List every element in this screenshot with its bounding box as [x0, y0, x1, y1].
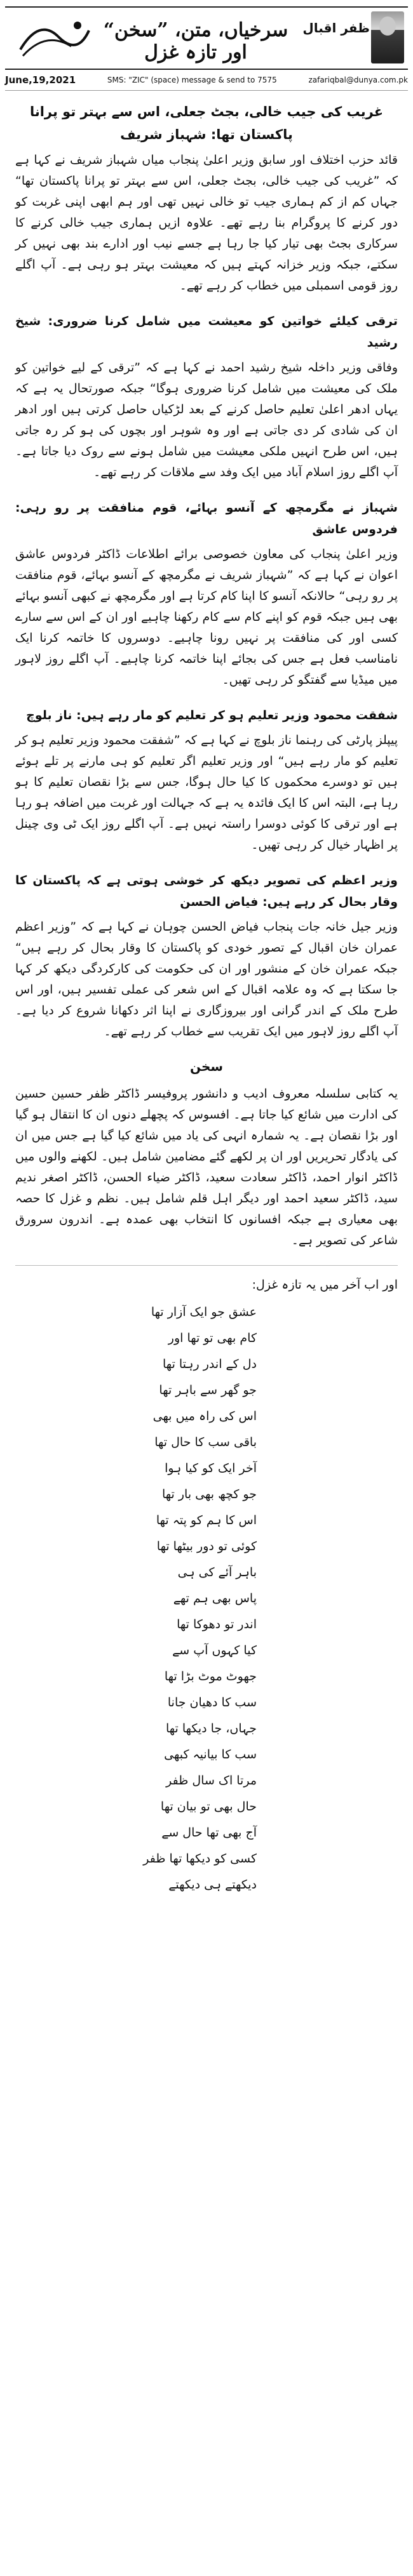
column-title: سرخیاں، متن، ”سخن“ اور تازہ غزل: [103, 19, 288, 63]
publish-date: June,19,2021: [5, 74, 76, 86]
news-item: [15, 705, 398, 856]
item-paragraph: وزیر اعلیٰ پنجاب کی معاون خصوصی برائے اطلاعات ڈاکٹر فردوس عاشق اعوان نے کہا ہے کہ ”شہباز شریف نے مگرمچھ کے آنسو بہائے، قوم منافقت پر رو رہی“ حالانکہ آنسو کا اپنا کام کرتا ہے اور مگرمچھ نے کبھی آنسو بہائے بھی ہیں جبکہ قوم کو اپنے کام سے کام رکھنا چاہیے اور ان کے اس سے سارے کسی اور کی منافقت پر نہیں رونا چاہیے۔ دوسروں کا خاتمہ کرنا ایک نامناسب فعل ہے جس کی بجائے اپنا خاتمہ کرنا چاہیے۔ آپ اگلے روز لاہور میں میڈیا سے گفتگو کر رہی تھیں۔: [15, 547, 398, 687]
divider: [15, 1265, 398, 1266]
ghazal-line: جھوٹ موٹ بڑا تھا: [164, 1670, 257, 1683]
ghazal-lines: [15, 1299, 398, 1898]
ghazal-line: پاس بھی ہم تھے: [173, 1591, 257, 1605]
ghazal-intro: اور اب آخر میں یہ تازہ غزل:: [252, 1278, 398, 1292]
ghazal-line: آج بھی تھا حال سے: [161, 1826, 257, 1840]
ghazal-line: عشق جو ایک آزار تھا: [151, 1305, 257, 1319]
ghazal-line: سب کا بیانیہ کبھی: [164, 1748, 257, 1762]
ghazal-line: جہاں، جا دیکھا تھا: [165, 1722, 257, 1736]
sms-instructions: SMS: "ZIC" (space) message & send to 7575: [107, 76, 277, 84]
review-paragraph: یہ کتابی سلسلہ معروف ادیب و دانشور پروفیسر ڈاکٹر ظفر حسین حسین کی ادارت میں شائع کیا جاتا ہے۔ افسوس کہ پچھلے دنوں ان کا انتقال ہو گیا اور بڑا نقصان ہے۔ یہ شمارہ انہی کی یاد میں شائع کیا گیا ہے جس میں ان کی یادگار تحریریں اور ان پر لکھے گئے مضامین شامل ہیں۔ لکھنے والوں میں ڈاکٹر انوار احمد، ڈاکٹر سعادت سعید، ڈاکٹر ضیاء الحسن، ڈاکٹر اصغر ندیم سید، ڈاکٹر سعید احمد اور دیگر اہل قلم شامل ہیں۔ نظم و غزل کا حصہ بھی معیاری ہے جبکہ افسانوں کا انتخاب بھی عمدہ ہے۔ اندرون سرورق شاعر کی تصویر ہے۔: [15, 1087, 398, 1247]
book-review: [15, 1056, 398, 1251]
ghazal-line: کسی کو دیکھا تھا ظفر: [143, 1852, 257, 1866]
author-email[interactable]: zafariqbal@dunya.com.pk: [308, 76, 408, 84]
ghazal-line: اس کی راہ میں بھی: [152, 1409, 257, 1423]
item-headline: وزیر اعظم کی تصویر دیکھ کر خوشی ہوتی ہے کہ پاکستان کا وقار بحال کر رہے ہیں: فیاض الحسن: [15, 873, 398, 909]
item-paragraph: پیپلز پارٹی کی رہنما ناز بلوچ نے کہا ہے کہ ”شفقت محمود وزیر تعلیم ہو کر تعلیم کو مار رہے ہیں“ اور وزیر تعلیم اگر تعلیم کو ہی مارنے پر تلے ہوئے ہیں تو دوسرے محکموں کا کیا حال ہوگا، جس سے بڑا نقصان تعلیم کا ہو رہا ہے، البتہ اس کا ایک فائدہ یہ ہے کہ جہالت اور غربت میں اضافہ ہو رہا ہے اور ترقی کا کوئی دوسرا راستہ نہیں ہے۔ آپ اگلے روز ایک ٹی وی چینل پر اظہار خیال کر رہی تھیں۔: [15, 733, 398, 852]
ghazal-line: جو گھر سے باہر تھا: [159, 1383, 257, 1397]
ghazal-line: آخر ایک کو کیا ہوا: [165, 1461, 257, 1475]
ghazal-line: کیا کہوں آپ سے: [172, 1643, 257, 1657]
item-headline: غریب کی جیب خالی، بجٹ جعلی، اس سے بہتر تو پرانا پاکستان تھا: شہباز شریف: [29, 104, 384, 142]
ghazal-line: حال بھی تو بیان تھا: [160, 1800, 257, 1814]
column-header: [0, 0, 413, 94]
ghazal-line: باہر آئے کی ہی: [177, 1565, 257, 1579]
item-paragraph: وزیر جیل خانہ جات پنجاب فیاض الحسن چوہان نے کہا ہے کہ ”وزیر اعظم عمران خان اقبال کے تصور خودی کو پاکستان کا وقار بحال کر رہے ہیں“ جبکہ عمران خان کے منشور اور ان کی حکومت کی کارکردگی دیکھ کر کہا جا سکتا ہے کہ وہ علامہ اقبال کے اس شعر کی عملی تفسیر ہیں، اور اس طرح ملک کے اندر گرانی اور بیروزگاری نے اپنا اثر دکھانا شروع کر دیا ہے۔ آپ اگلے روز لاہور میں ایک تقریب سے خطاب کر رہے تھے۔: [15, 920, 398, 1039]
news-item: [15, 497, 398, 691]
ghazal-line: جو کچھ بھی بار تھا: [161, 1487, 257, 1501]
ghazal-line: سب کا دھیان جانا: [167, 1696, 257, 1710]
ghazal-line: اس کا ہم کو پتہ تھا: [156, 1513, 257, 1527]
item-headline: ترقی کیلئے خواتین کو معیشت میں شامل کرنا ضروری: شیخ رشید: [15, 314, 398, 350]
item-headline: شہباز نے مگرمچھ کے آنسو بہائے، قوم منافقت پر رو رہی: فردوس عاشق: [15, 501, 398, 536]
ghazal-line: باقی سب کا حال تھا: [154, 1435, 257, 1449]
ghazal-line: اندر تو دھوکا تھا: [177, 1617, 257, 1631]
newspaper-logo: [14, 11, 93, 63]
ghazal-line: دل کے اندر رہتا تھا: [163, 1357, 257, 1371]
news-item: [15, 870, 398, 1042]
article-body: [15, 100, 398, 1912]
column-meta: [5, 70, 408, 91]
ghazal-line: مرتا اک سال ظفر: [166, 1774, 257, 1788]
ghazal-line: دیکھتے ہی دیکھتے: [168, 1878, 257, 1892]
column-banner: [5, 6, 408, 70]
author-name: ظفر اقبال: [302, 20, 370, 36]
news-item: [15, 310, 398, 483]
item-paragraph: قائد حزب اختلاف اور سابق وزیر اعلیٰ پنجاب میاں شہباز شریف نے کہا ہے کہ ”غریب کی جیب خالی، بجٹ جعلی، اس سے بہتر تو پرانا پاکستان تھا“ جہاں کم از کم ہماری جیب تو خالی نہیں تھی اور ہم ابھی اپنی غربت کو دور کرنے کا پروگرام بنا رہے تھے۔ علاوہ ازیں ہماری جیب خالی کرنے کا سرکاری بجٹ بھی تیار کیا جا رہا ہے جسے نیب اور ادارے بند بھی نہیں کر سکتے، جبکہ وزیر خزانہ کہتے ہیں کہ معیشت بہتر ہو رہی ہے۔ آپ اگلے روز قومی اسمبلی میں خطاب کر رہے تھے۔: [15, 153, 398, 293]
ghazal-line: کام بھی تو تھا اور: [168, 1331, 257, 1345]
item-headline: شفقت محمود وزیر تعلیم ہو کر تعلیم کو مار رہے ہیں: ناز بلوچ: [26, 708, 398, 722]
news-item: [15, 100, 398, 296]
review-title: سخن: [189, 1059, 224, 1074]
item-paragraph: وفاقی وزیر داخلہ شیخ رشید احمد نے کہا ہے کہ ”ترقی کے لیے خواتین کو ملک کی معیشت میں شامل کرنا ضروری ہوگا“ جبکہ صورتحال یہ ہے کہ یہاں ادھر اعلیٰ تعلیم حاصل کرنے کے بعد لڑکیاں حاصل کرتی ہیں اور ادھر ان کی شادی کر دی جاتی ہے اور وہ شوہر اور بچوں کی ہو کر رہ جاتی ہیں، اس طرح انہیں ملکی معیشت میں شامل ہونے سے روک دیا جاتا ہے۔ آپ اگلے روز اسلام آباد میں ایک وفد سے ملاقات کر رہے تھے۔: [15, 361, 398, 479]
ghazal-line: کوئی تو دور بیٹھا تھا: [156, 1539, 257, 1553]
author-photo: [371, 11, 404, 63]
ghazal-section: [15, 1275, 398, 1898]
